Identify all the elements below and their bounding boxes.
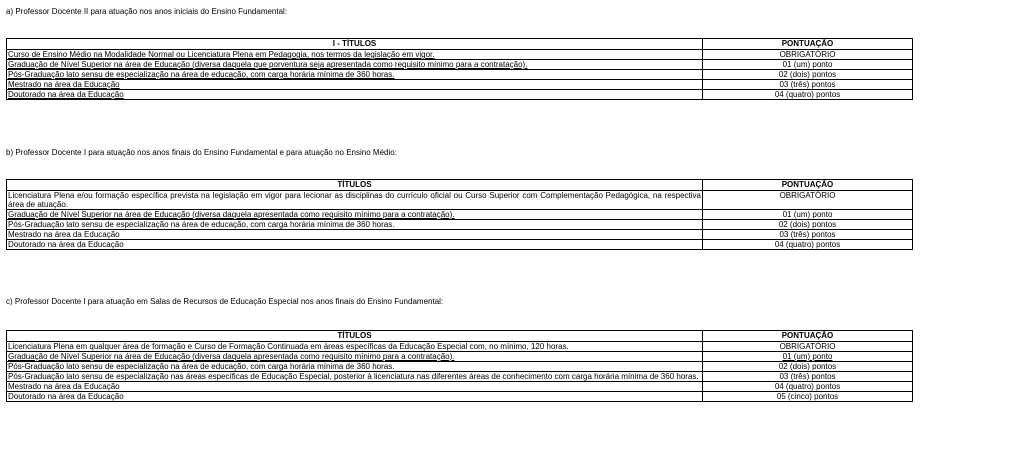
section-c-heading: c) Professor Docente I para atuação em Salas de Recursos de Educação Especial nos anos finais do Ensino Fundamental: [6,297,444,306]
section-a-table [6,38,913,100]
table-row [7,382,913,392]
table-row [7,220,913,230]
points-cell: OBRIGATÓRIO [703,191,913,210]
title-cell: Licenciatura Plena em qualquer área de formação e Curso de Formação Continuada em áreas específicas da Educação Especial com, no mínimo, 120 horas. [7,342,703,352]
table-row [7,372,913,382]
points-cell: 04 (quatro) pontos [703,240,913,250]
points-column-header: PONTUAÇÃO [703,331,913,342]
title-cell: Curso de Ensino Médio na Modalidade Normal ou Licenciatura Plena em Pedagogia, nos termos da legislação em vigor. [7,50,703,60]
table-row [7,392,913,402]
section-c-table [6,330,913,402]
table-header-row [7,39,913,50]
titles-column-header: I - TÍTULOS [7,39,703,50]
title-cell: Doutorado na área da Educação [7,90,703,100]
points-column-header: PONTUAÇÃO [703,180,913,191]
points-cell: 02 (dois) pontos [703,362,913,372]
table-row [7,240,913,250]
points-cell: 04 (quatro) pontos [703,90,913,100]
points-column-header: PONTUAÇÃO [703,39,913,50]
points-cell: 03 (três) pontos [703,80,913,90]
section-b-heading: b) Professor Docente I para atuação nos anos finais do Ensino Fundamental e para atuação no Ensino Médio: [6,148,397,157]
points-cell: OBRIGATÓRIO [703,50,913,60]
table-row [7,90,913,100]
title-cell: Mestrado na área da Educação [7,382,703,392]
table-row [7,342,913,352]
table-row [7,191,913,210]
points-cell: 03 (três) pontos [703,372,913,382]
title-cell: Pós-Graduação lato sensu de especialização nas áreas específicas de Educação Especial, posterior à licenciatura nas diferentes áreas de conhecimento com carga horária mínima de 360 horas. [7,372,703,382]
points-cell: 01 (um) ponto [703,210,913,220]
title-cell: Doutorado na área da Educação [7,240,703,250]
title-cell: Graduação de Nível Superior na área de Educação (diversa daquela que porventura seja apresentada como requisito mínimo para a contratação). [7,60,703,70]
table-row [7,352,913,362]
table-row [7,70,913,80]
table-row [7,50,913,60]
points-cell: OBRIGATÓRIO [703,342,913,352]
title-cell: Licenciatura Plena e/ou formação específica prevista na legislação em vigor para lecionar as disciplinas do currículo oficial ou Curso Superior com Complementação Pedagógica, na respectiva área de atuação. [8,191,701,209]
title-cell: Doutorado na área da Educação [7,392,703,402]
section-a-heading: a) Professor Docente II para atuação nos anos iniciais do Ensino Fundamental: [6,7,288,16]
table-row [7,362,913,372]
points-cell: 03 (três) pontos [703,230,913,240]
points-cell: 01 (um) ponto [703,60,913,70]
points-cell: 04 (quatro) pontos [703,382,913,392]
points-cell: 02 (dois) pontos [703,70,913,80]
titles-column-header: TÍTULOS [7,331,703,342]
title-cell: Pós-Graduação lato sensu de especialização na área de educação, com carga horária mínima de 360 horas. [7,70,703,80]
title-cell: Pós-Graduação lato sensu de especialização na área de educação, com carga horária mínima de 360 horas. [7,362,703,372]
points-cell: 02 (dois) pontos [703,220,913,230]
title-cell: Graduação de Nível Superior na área de Educação (diversa daquela apresentada como requisito mínimo para a contratação). [7,210,703,220]
points-cell: 01 (um) ponto [703,352,913,362]
title-cell: Pós-Graduação lato sensu de especialização na área de educação, com carga horária mínima de 360 horas. [7,220,703,230]
table-header-row [7,180,913,191]
table-row [7,60,913,70]
table-row [7,80,913,90]
section-b-table [6,179,913,250]
titles-column-header: TÍTULOS [7,180,703,191]
table-row [7,210,913,220]
title-cell: Mestrado na área da Educação [7,230,703,240]
table-row [7,230,913,240]
title-cell: Graduação de Nível Superior na área de Educação (diversa daquela apresentada como requisito mínimo para a contratação). [7,352,703,362]
points-cell: 05 (cinco) pontos [703,392,913,402]
title-cell: Mestrado na área da Educação [7,80,703,90]
table-header-row [7,331,913,342]
